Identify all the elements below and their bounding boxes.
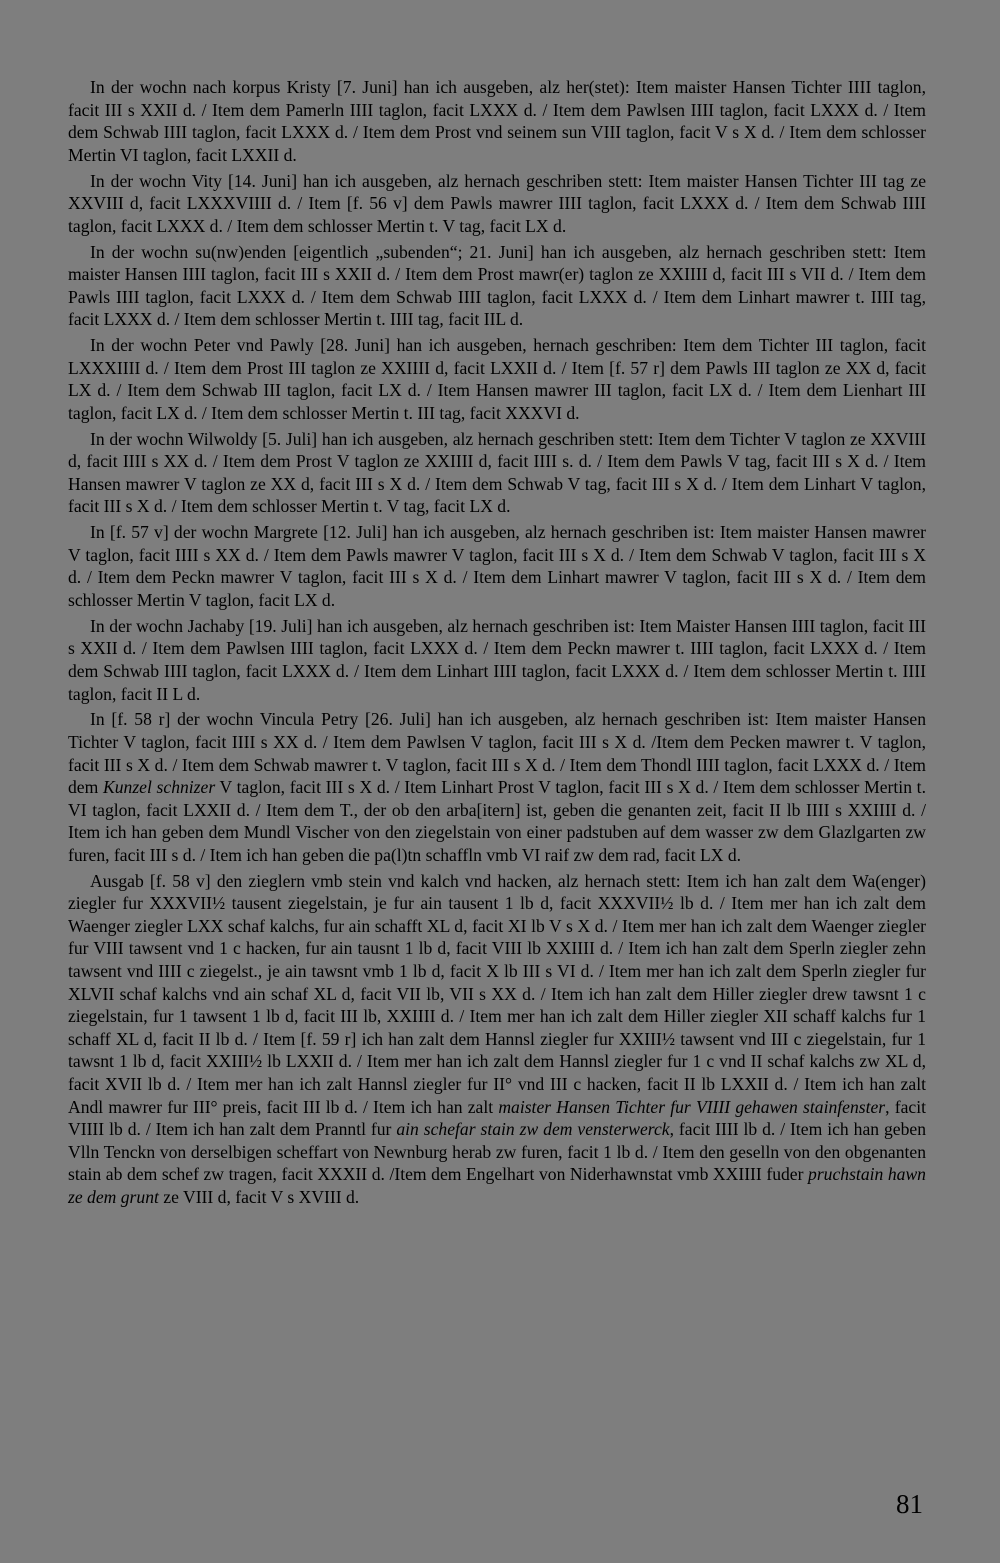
paragraph-text: In der wochn nach korpus Kristy [7. Juni] han ich ausgeben, alz her(stet): Item maister Hansen Tichter IIII taglon, facit III s XXII d. / Item dem Pamerln IIII taglon, facit LXXX d. / Item dem Pawlsen IIII taglon, facit LXXX d. / Item dem Schwab IIII taglon, facit LXXX d. / Item dem Prost vnd seinem sun VIII taglon, facit V s X d. / Item dem schlosser Mertin VI taglon, facit LXXII d. [68, 77, 926, 165]
italic-text: pruchstain hawn ze dem grunt [68, 1164, 926, 1207]
paragraph [68, 170, 926, 238]
paragraph-text: Ausgab [f. 58 v] den zieglern vmb stein vnd kalch vnd hacken, alz hernach stett: Item ich han zalt dem Wa(enger) ziegler fur XXXVII½ tausent ziegelstain, je fur ain tausent 1 lb d, facit XXXVII½ lb d. / Item mer han ich zalt dem Waenger ziegler LXX schaf kalchs, fur ain schafft XL d, facit XI lb V s X d. / Item mer han ich zalt dem Waenger ziegler fur VIII tawsent vnd 1 c hacken, fur ain tausnt 1 lb d, facit VIII lb XXIIII d. / Item ich han zalt dem Sperln ziegler zehn tawsent vnd IIII c ziegelst., je ain tawsnt vmb 1 lb d, facit X lb III s VI d. / Item mer han ich zalt dem Sperln ziegler fur XLVII schaf kalchs vnd ain schaf XL d, facit VII lb, VII s XX d. / Item ich han zalt dem Hiller ziegler drew tawsnt 1 c ziegelstain, fur 1 tawsent 1 lb d, facit III lb, XXIIII d. / Item mer han ich zalt dem Hiller ziegler XII schaff kalchs fur 1 schaff XL d, facit II lb d. / Item [f. 59 r] ich han zalt dem Hannsl ziegler fur XXIII½ tawsent vnd III c ziegelstain, fur 1 tawsnt 1 lb d, facit XXIII½ lb LXXII d. / Item mer han ich zalt dem Hannsl ziegler fur 1 c vnd II schaf kalchs zw XL d, facit XVII lb d. / Item mer han ich zalt Hannsl ziegler fur II° vnd III c hacken, facit II lb LXXII d. / Item ich han zalt Andl mawrer fur III° preis, facit III lb d. / Item ich han zalt [68, 870, 926, 1117]
paragraph-text: In der wochn Jachaby [19. Juli] han ich ausgeben, alz hernach geschriben ist: Item Maister Hansen IIII taglon, facit III s XXII d. / Item dem Pawlsen IIII taglon, facit LXXX d. / Item dem Peckn mawrer t. IIII taglon, facit LXXX d. / Item dem Schwab IIII taglon, facit LXXX d. / Item dem Linhart IIII taglon, facit LXXX d. / Item dem schlosser Mertin t. IIII taglon, facit II L d. [68, 615, 926, 704]
page-number: 81 [896, 1489, 923, 1519]
paragraph [68, 870, 926, 1209]
paragraph [68, 615, 926, 705]
paragraph-text: In der wochn Vity [14. Juni] han ich ausgeben, alz hernach geschriben stett: Item maister Hansen Tichter III tag ze XXVIII d, facit LXXXVIIII d. / Item [f. 56 v] dem Pawls mawrer IIII taglon, facit LXXX d. / Item dem Schwab IIII taglon, facit LXXX d. / Item dem schlosser Mertin t. V tag, facit LX d. [68, 170, 926, 236]
paragraph [68, 241, 926, 331]
paragraph-text: In der wochn Peter vnd Pawly [28. Juni] han ich ausgeben, hernach geschriben: Item dem Tichter III taglon, facit LXXXIIII d. / Item dem Prost III taglon ze XXIIII d, facit LXXII d. / Item [f. 57 r] dem Pawls III taglon ze XX d, facit LX d. / Item dem Schwab III taglon, facit LX d. / Item Hansen mawrer III taglon, facit LX d. / Item dem Lienhart III taglon, facit LX d. / Item dem schlosser Mertin t. III tag, facit XXXVI d. [68, 335, 926, 423]
paragraph [68, 76, 926, 166]
italic-text: Kunzel schnizer [102, 777, 216, 798]
paragraph-text: In der wochn Wilwoldy [5. Juli] han ich ausgeben, alz hernach geschriben stett: Item dem Tichter V taglon ze XXVIII d, facit IIII s XX d. / Item dem Prost V taglon ze XXIIII d, facit IIII s. d. / Item dem Pawls V tag, facit III s X d. / Item Hansen mawrer V taglon ze XX d, facit III s X d. / Item dem Schwab V tag, facit III s X d. / Item dem Linhart V taglon, facit III s X d. / Item dem schlosser Mertin t. V tag, facit LX d. [68, 428, 926, 517]
paragraph-text: In der wochn su(nw)enden [eigentlich „subenden“; 21. Juni] han ich ausgeben, alz hernach geschriben stett: Item maister Hansen IIII taglon, facit III s XXII d. / Item dem Prost mawr(er) taglon ze XXIIII d, facit III s VII d. / Item dem Pawls IIII taglon, facit LXXX d. / Item dem Schwab IIII taglon, facit LXXX d. / Item dem Linhart mawrer t. IIII tag, facit LXXX d. / Item dem schlosser Mertin t. IIII tag, facit IIL d. [68, 241, 926, 330]
paragraph [68, 428, 926, 518]
paragraph [68, 521, 926, 611]
paragraph-text: V taglon, facit III s X d. / Item Linhart Prost V taglon, facit III s X d. / Item dem schlosser Mertin t. VI taglon, facit LXXII d. / Item dem T., der ob den arba[itern] ist, geben die genanten zeit, facit II lb IIII s XXIIII d. / Item ich han geben dem Mundl Vischer von den ziegelstain von einer padstuben auf dem wasser zw dem Glazlgarten zw furen, facit III s d. / Item ich han geben die pa(l)tn schaffln vmb VI raif zw dem rad, facit LX d. [68, 777, 926, 865]
paragraph-text: In [f. 58 r] der wochn Vincula Petry [26. Juli] han ich ausgeben, alz hernach geschriben ist: Item maister Hansen Tichter V taglon, facit IIII s XX d. / Item dem Pawlsen V taglon, facit III s X d. /Item dem Pecken mawrer t. V taglon, facit III s X d. / Item dem Schwab mawrer t. V taglon, facit III s X d. / Item dem Thondl IIII taglon, facit LXXX d. / Item dem [68, 709, 926, 798]
italic-text: ain schefar stain zw dem vensterwerck [396, 1119, 670, 1140]
paragraph [68, 708, 926, 866]
paragraph-text: , facit VIIII lb d. / Item ich han zalt dem Pranntl fur [68, 1096, 926, 1140]
body-text [68, 76, 926, 1209]
paragraph-text: In [f. 57 v] der wochn Margrete [12. Juli] han ich ausgeben, alz hernach geschriben ist: Item maister Hansen mawrer V taglon, facit IIII s XX d. / Item dem Pawls mawrer V taglon, facit III s X d. / Item dem Schwab V taglon, facit III s X d. / Item dem Peckn mawrer V taglon, facit III s X d. / Item dem Linhart mawrer V taglon, facit III s X d. / Item dem schlosser Mertin V taglon, facit LX d. [68, 522, 926, 610]
italic-text: maister Hansen Tichter fur VIIII gehawen stainfenster [498, 1096, 886, 1117]
paragraph-text: , facit IIII lb d. / Item ich han geben Vlln Tenckn von derselbigen scheffart von Newnburg herab zw furen, facit 1 lb d. / Item den geselln von den obgenanten stain ab dem schef zw tragen, facit XXXII d. /Item dem Engelhart von Niderhawnstat vmb XXIIII fuder [68, 1119, 927, 1185]
paragraph [68, 334, 926, 424]
paragraph-text: ze VIII d, facit V s XVIII d. [158, 1187, 360, 1207]
